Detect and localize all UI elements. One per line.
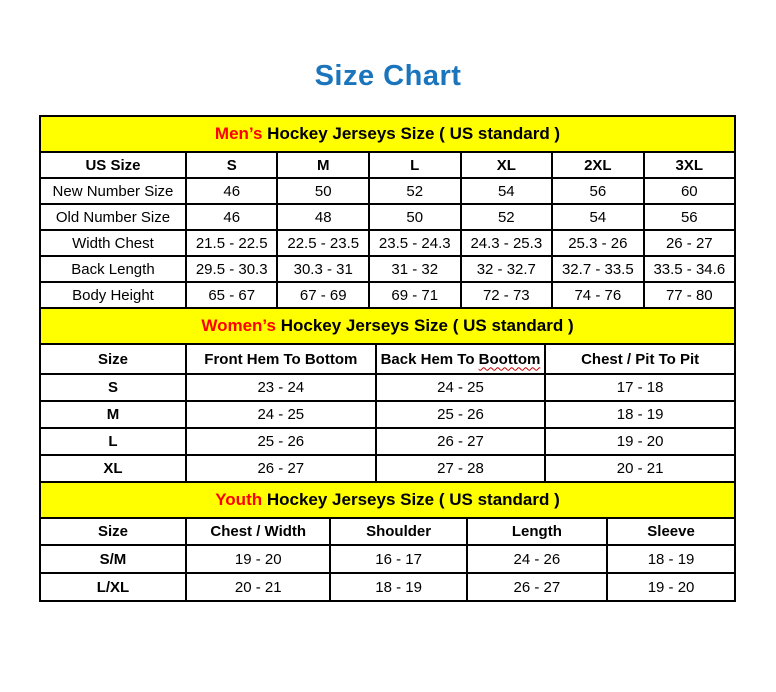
table-row <box>40 573 735 601</box>
table-row <box>40 545 735 573</box>
table-row <box>40 428 735 455</box>
size-value: 77 - 80 <box>644 282 735 308</box>
size-value: 17 - 18 <box>545 374 735 401</box>
misspelled-word: Boottom <box>478 350 541 368</box>
size-value: 16 - 17 <box>330 545 466 573</box>
size-value: 22.5 - 23.5 <box>277 230 369 256</box>
size-chart-tables <box>39 115 736 602</box>
page-title: Size Chart <box>314 60 462 92</box>
column-header: Size <box>40 518 186 545</box>
banner-row <box>40 482 735 518</box>
size-value: 26 - 27 <box>186 455 376 482</box>
size-value: 18 - 19 <box>607 545 735 573</box>
size-value: 19 - 20 <box>186 545 331 573</box>
size-value: 26 - 27 <box>644 230 735 256</box>
size-value: 25 - 26 <box>186 428 376 455</box>
size-value: 52 <box>369 178 461 204</box>
size-value: 50 <box>277 178 369 204</box>
column-header-row <box>40 518 735 545</box>
banner-highlight-text: Men’s <box>214 124 263 143</box>
table-row <box>40 204 735 230</box>
size-value: 56 <box>644 204 735 230</box>
size-value: 21.5 - 22.5 <box>186 230 278 256</box>
size-value: 26 - 27 <box>376 428 546 455</box>
column-header: 3XL <box>644 152 735 178</box>
column-header <box>376 344 546 374</box>
youth-table-body <box>40 545 735 601</box>
column-header: Sleeve <box>607 518 735 545</box>
mens-table-banner <box>40 116 735 152</box>
row-label: L <box>40 428 186 455</box>
size-value: 72 - 73 <box>461 282 553 308</box>
size-value: 60 <box>644 178 735 204</box>
column-header: Size <box>40 344 186 374</box>
row-label: Width Chest <box>40 230 186 256</box>
size-value: 67 - 69 <box>277 282 369 308</box>
size-value: 19 - 20 <box>545 428 735 455</box>
table-row <box>40 374 735 401</box>
size-value: 19 - 20 <box>607 573 735 601</box>
size-value: 20 - 21 <box>186 573 331 601</box>
column-header: L <box>369 152 461 178</box>
size-value: 46 <box>186 178 278 204</box>
size-value: 23.5 - 24.3 <box>369 230 461 256</box>
size-value: 74 - 76 <box>552 282 644 308</box>
table-row <box>40 178 735 204</box>
size-value: 54 <box>552 204 644 230</box>
banner-rest-text: Hockey Jerseys Size ( US standard ) <box>275 316 574 335</box>
youth-table-banner <box>40 482 735 518</box>
size-value: 65 - 67 <box>186 282 278 308</box>
mens-size-table <box>39 115 736 309</box>
size-value: 25 - 26 <box>376 401 546 428</box>
size-value: 24 - 25 <box>186 401 376 428</box>
row-label: XL <box>40 455 186 482</box>
column-header: Chest / Width <box>186 518 331 545</box>
table-row <box>40 282 735 308</box>
size-value: 69 - 71 <box>369 282 461 308</box>
column-header: Front Hem To Bottom <box>186 344 376 374</box>
size-value: 50 <box>369 204 461 230</box>
column-header: M <box>277 152 369 178</box>
row-label: M <box>40 401 186 428</box>
row-label: S <box>40 374 186 401</box>
size-value: 31 - 32 <box>369 256 461 282</box>
row-label: S/M <box>40 545 186 573</box>
size-value: 20 - 21 <box>545 455 735 482</box>
size-value: 32 - 32.7 <box>461 256 553 282</box>
size-value: 25.3 - 26 <box>552 230 644 256</box>
size-value: 54 <box>461 178 553 204</box>
column-header: US Size <box>40 152 186 178</box>
size-value: 24.3 - 25.3 <box>461 230 553 256</box>
size-value: 52 <box>461 204 553 230</box>
size-value: 23 - 24 <box>186 374 376 401</box>
size-value: 26 - 27 <box>467 573 607 601</box>
size-value: 33.5 - 34.6 <box>644 256 735 282</box>
row-label: Back Length <box>40 256 186 282</box>
womens-table-body <box>40 374 735 482</box>
size-value: 27 - 28 <box>376 455 546 482</box>
banner-row <box>40 116 735 152</box>
column-header: 2XL <box>552 152 644 178</box>
womens-table-banner <box>40 308 735 344</box>
size-value: 24 - 25 <box>376 374 546 401</box>
size-value: 30.3 - 31 <box>277 256 369 282</box>
size-value: 32.7 - 33.5 <box>552 256 644 282</box>
banner-row <box>40 308 735 344</box>
row-label: L/XL <box>40 573 186 601</box>
row-label: Body Height <box>40 282 186 308</box>
table-row <box>40 455 735 482</box>
banner-rest-text: Hockey Jerseys Size ( US standard ) <box>262 490 560 509</box>
size-value: 24 - 26 <box>467 545 607 573</box>
column-header: Length <box>467 518 607 545</box>
table-row <box>40 401 735 428</box>
column-header: Chest / Pit To Pit <box>545 344 735 374</box>
column-header-row <box>40 344 735 374</box>
banner-rest-text: Hockey Jerseys Size ( US standard ) <box>262 124 561 143</box>
mens-table-body <box>40 178 735 308</box>
size-value: 18 - 19 <box>545 401 735 428</box>
table-row <box>40 230 735 256</box>
table-row <box>40 256 735 282</box>
size-value: 48 <box>277 204 369 230</box>
size-value: 56 <box>552 178 644 204</box>
youth-size-table <box>39 481 736 602</box>
womens-size-table <box>39 307 736 483</box>
size-value: 46 <box>186 204 278 230</box>
banner-highlight-text: Women’s <box>201 316 276 335</box>
banner-highlight-text: Youth <box>215 490 263 509</box>
column-header-row <box>40 152 735 178</box>
column-header: Shoulder <box>330 518 466 545</box>
size-value: 18 - 19 <box>330 573 466 601</box>
size-value: 29.5 - 30.3 <box>186 256 278 282</box>
row-label: Old Number Size <box>40 204 186 230</box>
column-header: XL <box>461 152 553 178</box>
column-header-text: Back Hem To <box>380 350 479 368</box>
column-header: S <box>186 152 278 178</box>
row-label: New Number Size <box>40 178 186 204</box>
